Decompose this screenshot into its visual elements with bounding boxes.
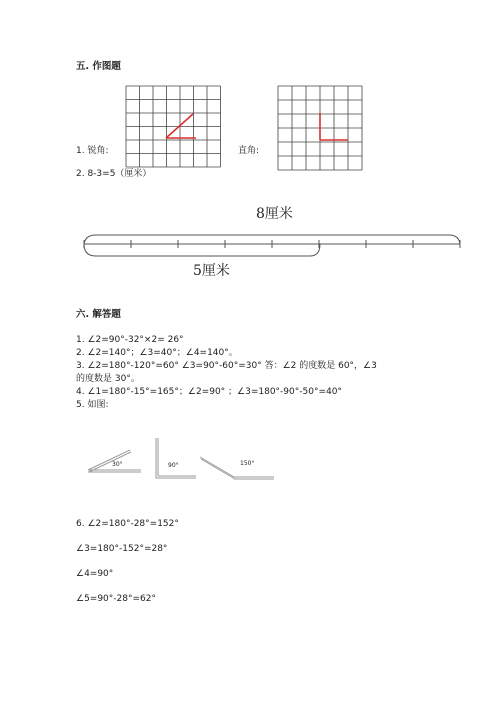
answer-line-1: 1. ∠2=90°-32°×2= 26° xyxy=(76,335,184,345)
angle-label-150: 150° xyxy=(240,460,255,467)
acute-angle-grid xyxy=(126,86,221,167)
section5-heading: 五. 作图题 xyxy=(76,61,121,72)
q6-line-3: ∠4=90° xyxy=(76,569,114,579)
answer-line-2: 2. ∠2=140°；∠3=40°；∠4=140°。 xyxy=(76,348,238,358)
ruler-top-label: 8厘米 xyxy=(256,206,293,222)
q6-line-1: 6. ∠2=180°-28°=152° xyxy=(76,519,179,529)
angle-150-drawing xyxy=(200,457,274,479)
section6-heading: 六. 解答题 xyxy=(76,309,121,320)
answer-line-3b: 的度数是 30°。 xyxy=(76,374,140,384)
bottom-brace xyxy=(84,244,320,256)
answer-line-3: 3. ∠2=180°-120°=60° ∠3=90°-60°=30° 答：∠2 的度数是 60°，∠3 xyxy=(76,361,377,371)
q2-text: 2. 8-3=5（厘米） xyxy=(76,169,152,179)
ruler-bottom-label: 5厘米 xyxy=(193,263,230,279)
acute-angle xyxy=(166,114,196,138)
q1-right-label: 直角: xyxy=(238,146,260,156)
q6-line-4: ∠5=90°-28°=62° xyxy=(76,594,156,604)
angle-label-30: 30° xyxy=(112,461,123,468)
q6-line-2: ∠3=180°-152°=28° xyxy=(76,544,168,554)
answer-line-4: 4. ∠1=180°-15°=165°；∠2=90° ；∠3=180°-90°-50°=40° xyxy=(76,387,342,397)
answer-line-5: 5. 如图: xyxy=(76,400,109,410)
angle-label-90: 90° xyxy=(168,462,179,469)
angle-90-drawing xyxy=(156,438,196,478)
q1-acute-label: 1. 锐角: xyxy=(76,146,109,156)
